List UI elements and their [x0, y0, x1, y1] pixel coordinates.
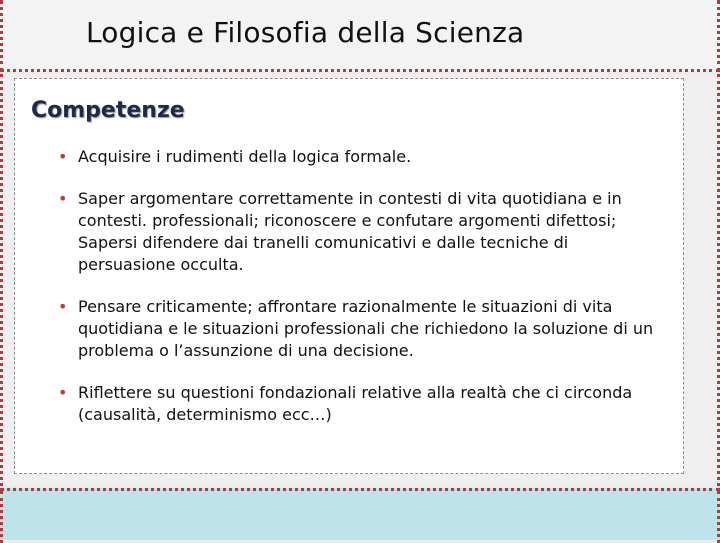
- bullet-text: Acquisire i rudimenti della logica formale.: [78, 147, 412, 166]
- bullet-item: [54, 382, 654, 426]
- bullet-dot-icon: •: [58, 297, 68, 316]
- footer-left-border: [0, 491, 3, 543]
- bullet-text: Pensare criticamente; affrontare razionalmente le situazioni di vita quotidiana e le situazioni professionali che richiedono la soluzione di un problema o l’assunzione di una decisione.: [78, 297, 654, 360]
- bullet-text: Riflettere su questioni fondazionali relative alla realtà che ci circonda (causalità, determinismo ecc…): [78, 383, 633, 424]
- bullet-item: [54, 296, 654, 362]
- title-bar-left-border: [0, 0, 3, 72]
- bullet-dot-icon: •: [58, 189, 68, 208]
- bullet-text: Saper argomentare correttamente in contesti di vita quotidiana e in contesti. professionali; riconoscere e confutare argomenti difettosi; Sapersi difendere dai tranelli comunicativi e dalle tecniche di persuasione occulta.: [78, 189, 622, 274]
- footer-band: [0, 488, 720, 540]
- title-bar: [0, 0, 720, 72]
- section-heading: Competenze: [31, 98, 185, 123]
- bullet-dot-icon: •: [58, 383, 68, 402]
- bullet-item: [54, 146, 654, 168]
- bullet-dot-icon: •: [58, 147, 68, 166]
- page-title: Logica e Filosofia della Scienza: [86, 16, 525, 49]
- bullet-list: [54, 146, 654, 446]
- bullet-item: [54, 188, 654, 276]
